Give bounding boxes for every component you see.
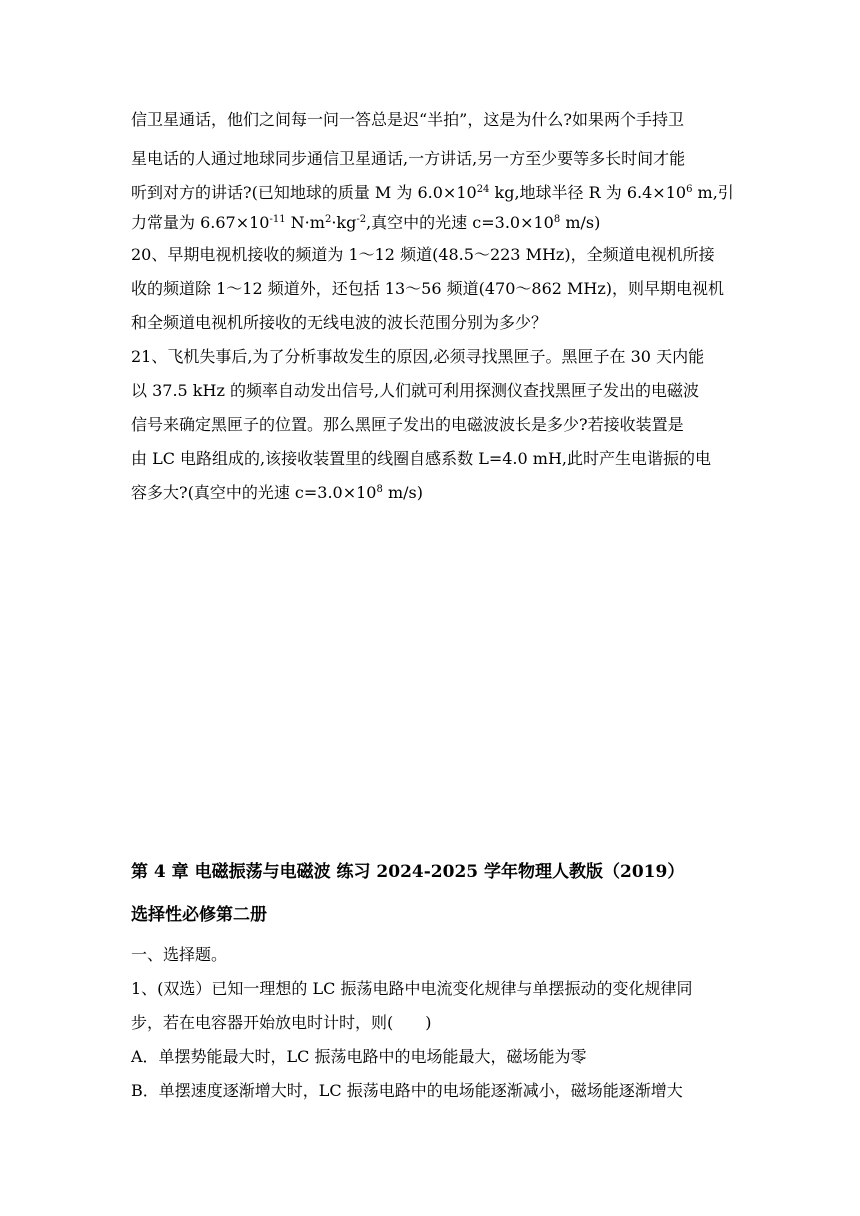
text-run: m/s): [382, 483, 423, 502]
chapter-title: 第 4 章 电磁振荡与电磁波 练习 2024-2025 学年物理人教版（2019）: [131, 862, 685, 882]
q19-line-4: [131, 213, 600, 233]
superscript: 8: [553, 214, 561, 225]
text-run: 容多大?(真空中的光速 c=3.0×10: [131, 483, 377, 502]
text-run: kg,地球半径 R 为 6.4×10: [489, 183, 687, 202]
q19-line-1: 信卫星通话，他们之间每一问一答总是迟“半拍”，这是为什么?如果两个手持卫: [131, 110, 684, 129]
section-heading: 一、选择题。: [131, 945, 228, 964]
q19-line-2: 星电话的人通过地球同步通信卫星通话,一方讲话,另一方至少要等多长时间才能: [131, 149, 686, 168]
text-run: 听到对方的讲话?(已知地球的质量 M 为 6.0×10: [131, 183, 477, 202]
q1-option-b: B．单摆速度逐渐增大时，LC 振荡电路中的电场能逐渐减小，磁场能逐渐增大: [131, 1081, 683, 1100]
q21-line-5: [131, 483, 423, 503]
superscript: 8: [376, 484, 383, 495]
text-run: ,真空中的光速 c=3.0×10: [366, 213, 554, 232]
superscript: -2: [356, 214, 367, 225]
q21-line-3: 信号来确定黑匣子的位置。那么黑匣子发出的电磁波波长是多少?若接收装置是: [131, 415, 684, 434]
text-run: m,引: [692, 183, 734, 202]
q1-line-1: 1、(双选）已知一理想的 LC 振荡电路中电流变化规律与单摆振动的变化规律同: [131, 979, 693, 998]
superscript: 6: [686, 184, 693, 195]
superscript: 2: [324, 214, 332, 225]
q21-line-2: 以 37.5 kHz 的频率自动发出信号,人们就可利用探测仪查找黑匣子发出的电磁波: [131, 381, 700, 400]
text-run: ·kg: [331, 213, 357, 232]
q20-line-3: 和全频道电视机所接收的无线电波的波长范围分别为多少？: [131, 313, 548, 332]
q1-line-2: 步，若在电容器开始放电时计时，则( ): [131, 1013, 432, 1032]
text-run: N·m: [285, 213, 325, 232]
chapter-subtitle: 选择性必修第二册: [131, 905, 267, 925]
q19-line-3: [131, 183, 734, 203]
superscript: -11: [269, 214, 286, 225]
q20-line-2: 收的频道除 1～12 频道外，还包括 13～56 频道(470～862 MHz)，则早期电视机: [131, 279, 725, 298]
superscript: 24: [476, 184, 490, 195]
text-run: m/s): [560, 213, 601, 232]
q21-line-4: 由 LC 电路组成的,该接收装置里的线圈自感系数 L=4.0 mH,此时产生电谐振的电: [131, 449, 711, 468]
q20-line-1: 20、早期电视机接收的频道为 1～12 频道(48.5～223 MHz)，全频道电视机所接: [131, 245, 715, 264]
q1-option-a: A．单摆势能最大时，LC 振荡电路中的电场能最大，磁场能为零: [131, 1047, 587, 1066]
text-run: 力常量为 6.67×10: [131, 213, 270, 232]
q21-line-1: 21、飞机失事后,为了分析事故发生的原因,必须寻找黑匣子。黑匣子在 30 天内能: [131, 347, 705, 366]
